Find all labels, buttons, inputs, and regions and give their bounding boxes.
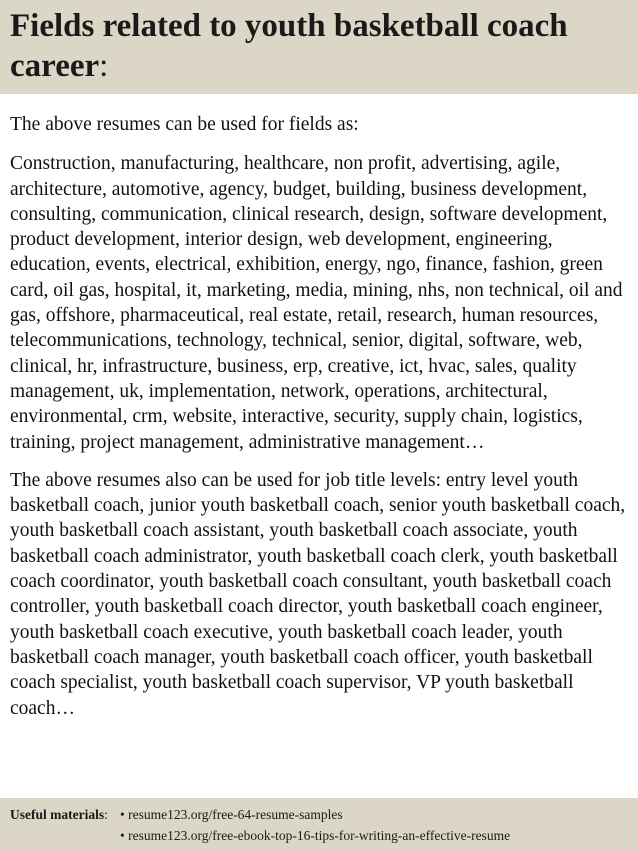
fields-intro: The above resumes can be used for fields as: — [10, 114, 359, 135]
footer-row-1 — [10, 804, 628, 825]
main-content — [10, 112, 632, 721]
footer-row-2 — [10, 825, 628, 846]
title-band — [0, 0, 638, 94]
useful-materials-band — [0, 798, 638, 851]
job-levels-paragraph: The above resumes also can be used for job title levels: entry level youth basketball coach, junior youth basketball coach, senior youth basketball coach, youth basketball coach assistant, youth basketball coach associate, youth basketball coach administrator, youth basketball coach clerk, youth basketball coach coordinator, youth basketball coach consultant, youth basketball coach controller, youth basketball coach director, youth basketball coach engineer, youth basketball coach executive, youth basketball coach leader, youth basketball coach manager, youth basketball coach officer, youth basketball coach specialist, youth basketball coach supervisor, VP youth basketball coach… — [10, 469, 626, 719]
ebook-tips-link[interactable]: • resume123.org/free-ebook-top-16-tips-for-writing-an-effective-resume — [120, 828, 511, 843]
page-title-colon: : — [99, 48, 109, 84]
page-title — [10, 6, 628, 86]
fields-list: Construction, manufacturing, healthcare, non profit, advertising, agile, architecture, automotive, agency, budget, building, business development, consulting, communication, clinical research, design, software development, product development, interior design, web development, engineering, education, events, electrical, exhibition, energy, ngo, finance, fashion, green card, oil gas, hospital, it, marketing, media, mining, nhs, non technical, oil and gas, offshore, pharmaceutical, real estate, retail, research, human resources, telecommunications, technology, technical, senior, digital, software, web, clinical, hr, infrastructure, business, erp, creative, ict, hvac, sales, quality management, uk, implementation, network, operations, architectural, environmental, crm, website, interactive, security, supply chain, logistics, training, project management, administrative management… — [10, 153, 623, 453]
resume-samples-link[interactable]: • resume123.org/free-64-resume-samples — [120, 807, 343, 822]
page-title-main: Fields related to youth basketball coach career — [10, 8, 568, 84]
useful-materials-label: Useful materials: — [10, 807, 108, 822]
